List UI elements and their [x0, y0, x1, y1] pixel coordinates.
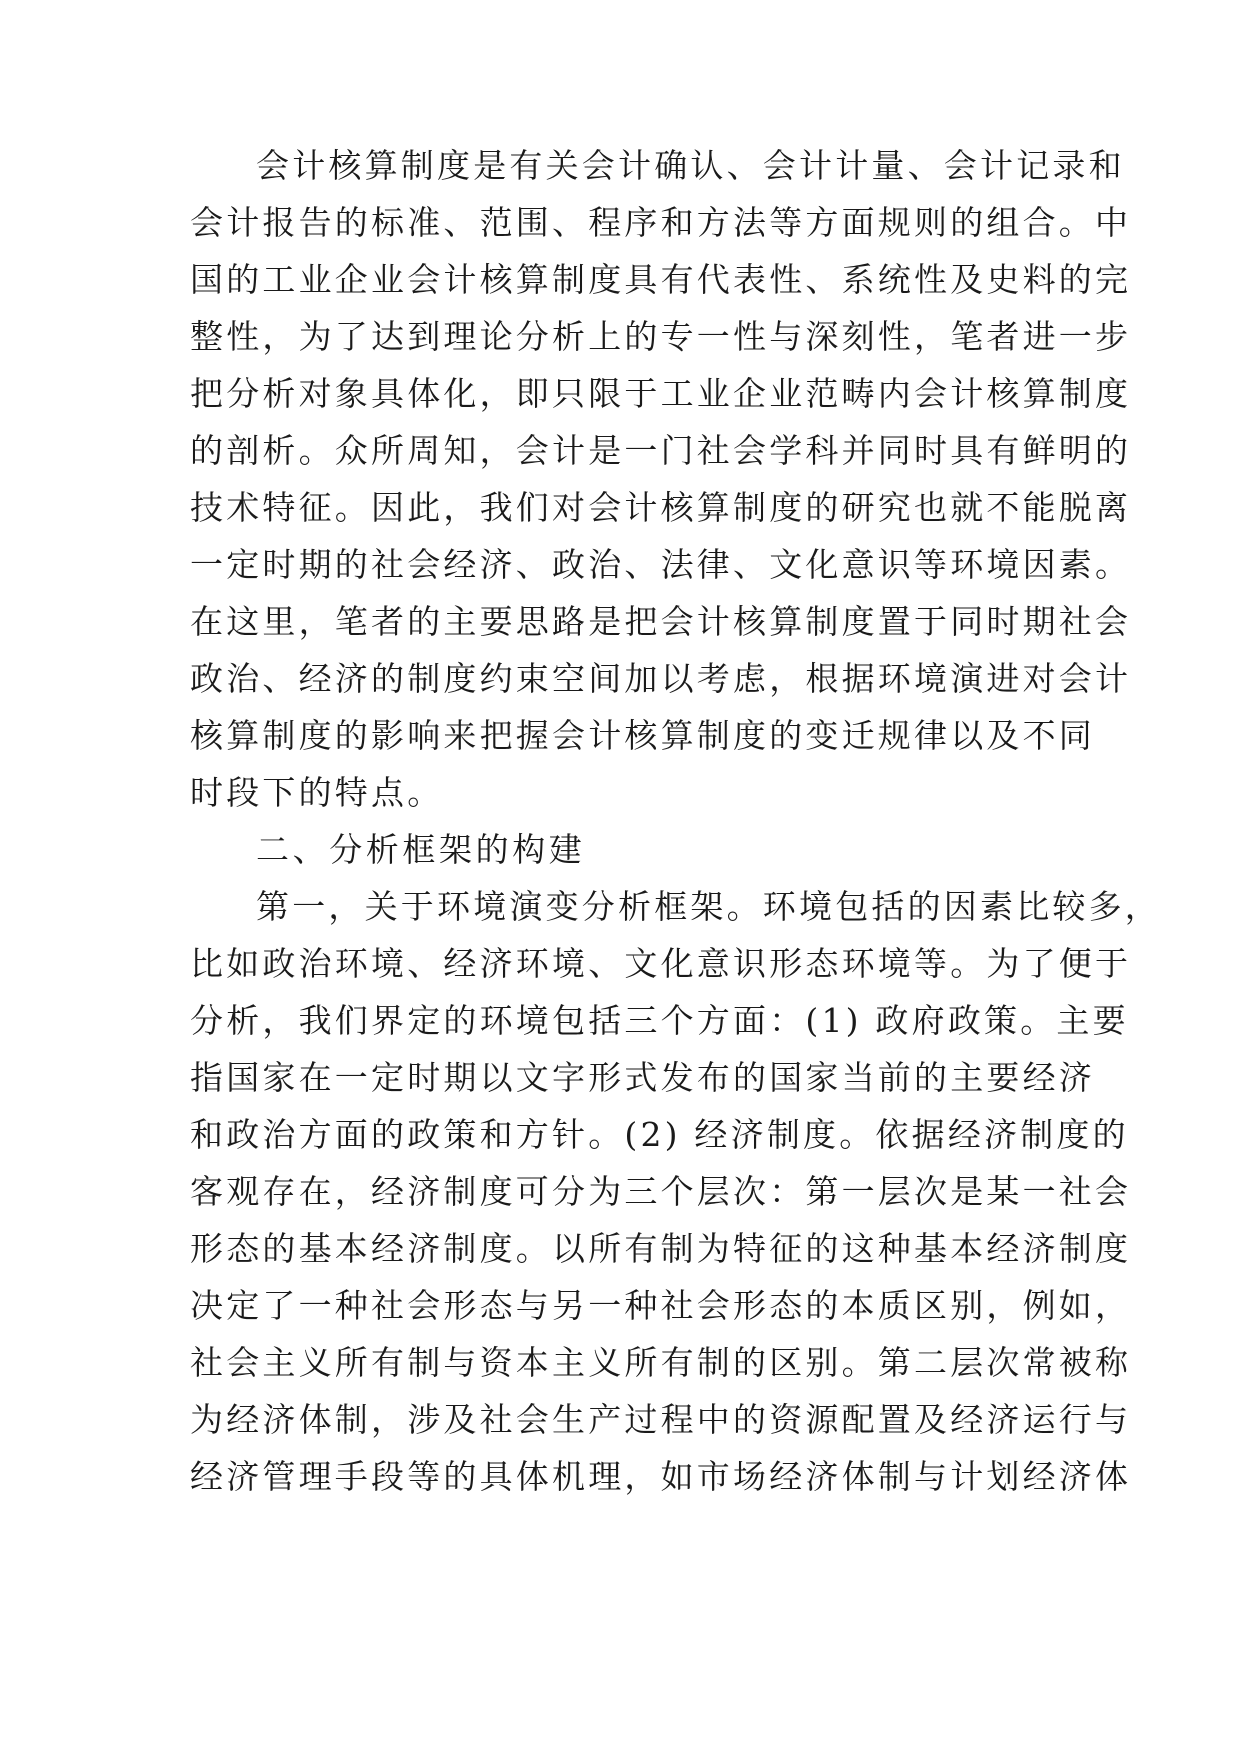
paragraph-2-line-8: 决定了一种社会形态与另一种社会形态的本质区别，例如， [190, 1286, 1132, 1325]
paragraph-2-line-5: 和政治方面的政策和方针。(2) 经济制度。依据经济制度的 [190, 1115, 1129, 1154]
paragraph-2-line-2: 比如政治环境、经济环境、文化意识形态环境等。为了便于 [190, 944, 1132, 983]
paragraph-1-line-11: 核算制度的影响来把握会计核算制度的变迁规律以及不同 [190, 716, 1095, 755]
paragraph-1-line-12: 时段下的特点。 [190, 773, 444, 812]
paragraph-1-line-4: 整性，为了达到理论分析上的专一性与深刻性，笔者进一步 [190, 317, 1132, 356]
paragraph-1-line-2: 会计报告的标准、范围、程序和方法等方面规则的组合。中 [190, 203, 1132, 242]
section-heading: 二、分析框架的构建 [256, 830, 586, 869]
paragraph-2-line-6: 客观存在，经济制度可分为三个层次：第一层次是某一社会 [190, 1172, 1132, 1211]
paragraph-2-line-7: 形态的基本经济制度。以所有制为特征的这种基本经济制度 [190, 1229, 1132, 1268]
paragraph-1-line-6: 的剖析。众所周知，会计是一门社会学科并同时具有鲜明的 [190, 431, 1132, 470]
paragraph-2-line-11: 经济管理手段等的具体机理，如市场经济体制与计划经济体 [190, 1457, 1132, 1496]
paragraph-2-line-1: 第一，关于环境演变分析框架。环境包括的因素比较多， [256, 887, 1161, 926]
paragraph-2-line-9: 社会主义所有制与资本主义所有制的区别。第二层次常被称 [190, 1343, 1132, 1382]
paragraph-2-line-3: 分析，我们界定的环境包括三个方面：(1) 政府政策。主要 [190, 1001, 1129, 1040]
paragraph-1-line-8: 一定时期的社会经济、政治、法律、文化意识等环境因素。 [190, 545, 1132, 584]
paragraph-1-line-7: 技术特征。因此，我们对会计核算制度的研究也就不能脱离 [190, 488, 1132, 527]
paragraph-2-line-10: 为经济体制，涉及社会生产过程中的资源配置及经济运行与 [190, 1400, 1132, 1439]
paragraph-2-line-4: 指国家在一定时期以文字形式发布的国家当前的主要经济 [190, 1058, 1095, 1097]
paragraph-1-line-5: 把分析对象具体化，即只限于工业企业范畴内会计核算制度 [190, 374, 1132, 413]
paragraph-1-line-9: 在这里，笔者的主要思路是把会计核算制度置于同时期社会 [190, 602, 1132, 641]
paragraph-1-line-1: 会计核算制度是有关会计确认、会计计量、会计记录和 [256, 146, 1125, 185]
paragraph-1-line-3: 国的工业企业会计核算制度具有代表性、系统性及史料的完 [190, 260, 1132, 299]
paragraph-1-line-10: 政治、经济的制度约束空间加以考虑，根据环境演进对会计 [190, 659, 1132, 698]
